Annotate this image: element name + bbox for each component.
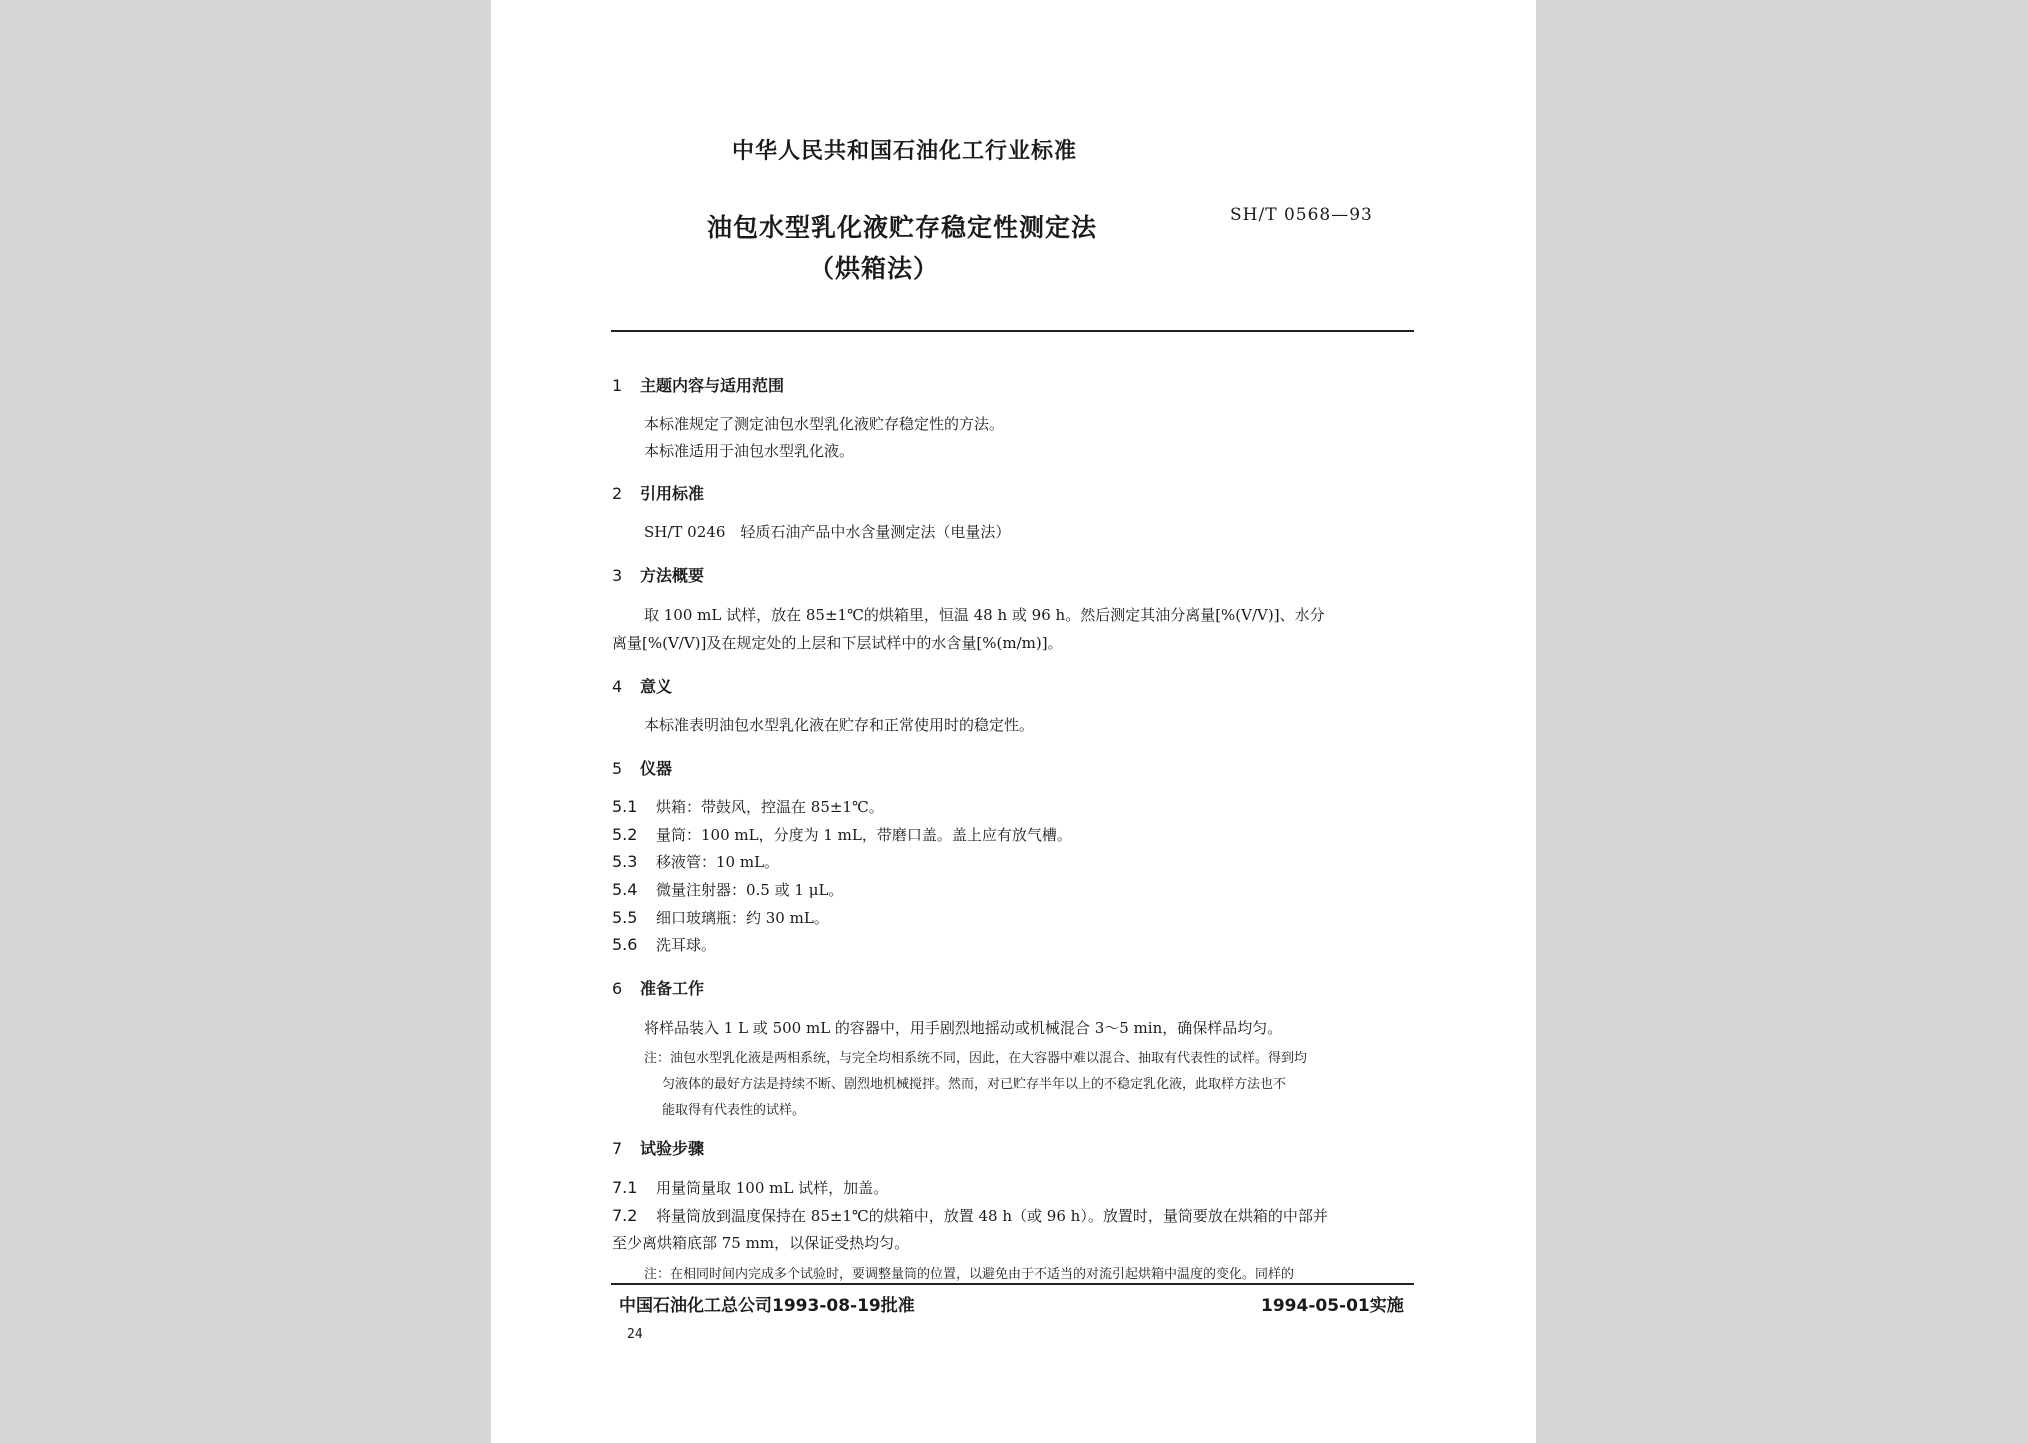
issuing-organization: 中华人民共和国石油化工行业标准 [732,139,1078,164]
section-number: 7 [612,1139,623,1158]
section-4-heading [612,674,672,697]
document-page [491,0,1536,1443]
item-number: 7.1 [612,1178,638,1197]
section-5-heading [612,756,672,779]
section-number: 3 [612,566,623,585]
section-title: 仪器 [640,759,673,778]
section-title: 准备工作 [640,979,705,998]
list-item-continuation: 至少离烘箱底部 75 mm，以保证受热均匀。 [612,1234,910,1252]
item-text: 洗耳球。 [656,936,717,954]
item-text: 将量筒放到温度保持在 85±1℃的烘箱中，放置 48 h（或 96 h）。放置时，量筒要放在烘箱的中部并 [656,1207,1328,1225]
item-number: 5.1 [612,797,638,816]
section-4-paragraph: 本标准表明油包水型乳化液在贮存和正常使用时的稳定性。 [644,716,1035,734]
item-text: 细口玻璃瓶：约 30 mL。 [656,909,829,927]
section-number: 4 [612,677,623,696]
list-item [612,1205,1328,1226]
section-6-note: 注：油包水型乳化液是两相系统，与完全均相系统不同，因此，在大容器中难以混合、抽取有代表性的试样。得到均 [644,1051,1308,1066]
section-6-paragraph: 将样品装入 1 L 或 500 mL 的容器中，用手剧烈地摇动或机械混合 3～5 min，确保样品均匀。 [644,1019,1283,1037]
item-text: 烘箱：带鼓风，控温在 85±1℃。 [656,798,884,816]
list-item [612,851,779,872]
section-1-paragraph: 本标准适用于油包水型乳化液。 [644,442,855,460]
section-7-note: 注：在相同时间内完成多个试验时，要调整量筒的位置，以避免由于不适当的对流引起烘箱中温度的变化。同样的 [644,1267,1295,1282]
section-title: 试验步骤 [640,1139,705,1158]
item-number: 5.5 [612,908,638,927]
implementation-date: 1994-05-01实施 [1261,1296,1404,1316]
standard-title: 油包水型乳化液贮存稳定性测定法 [707,213,1098,242]
item-number: 5.2 [612,825,638,844]
page-number: 24 [627,1327,643,1342]
item-text: 用量筒量取 100 mL 试样，加盖。 [656,1179,889,1197]
section-3-paragraph: 离量[%(V/V)]及在规定处的上层和下层试样中的水含量[%(m/m)]。 [612,634,1063,652]
section-number: 5 [612,759,623,778]
section-title: 主题内容与适用范围 [640,376,785,395]
footer-divider [611,1283,1414,1285]
section-2-heading [612,481,704,504]
header-divider [611,330,1414,332]
section-6-note: 能取得有代表性的试样。 [662,1103,806,1118]
item-text: 量筒：100 mL，分度为 1 mL，带磨口盖。盖上应有放气槽。 [656,826,1072,844]
section-number: 1 [612,376,623,395]
section-7-heading [612,1136,704,1159]
item-text: 微量注射器：0.5 或 1 μL。 [656,881,844,899]
section-3-heading [612,563,704,586]
item-number: 5.4 [612,880,638,899]
section-3-paragraph: 取 100 mL 试样，放在 85±1℃的烘箱里，恒温 48 h 或 96 h。然后测定其油分离量[%(V/V)]、水分 [644,606,1325,624]
section-number: 2 [612,484,623,503]
standard-subtitle: （烘箱法） [809,254,940,283]
section-6-heading [612,976,704,999]
list-item [612,934,716,955]
section-1-heading [612,373,784,396]
list-item [612,824,1072,845]
item-text: 移液管：10 mL。 [656,853,780,871]
standard-code: SH/T 0568—93 [1230,205,1373,225]
section-title: 意义 [640,677,673,696]
section-6-note: 匀液体的最好方法是持续不断、剧烈地机械搅拌。然而，对已贮存半年以上的不稳定乳化液，此取样方法也不 [662,1077,1287,1092]
approval-statement: 中国石油化工总公司1993-08-19批准 [619,1296,915,1316]
section-title: 方法概要 [640,566,705,585]
list-item [612,1177,888,1198]
item-number: 5.6 [612,935,638,954]
section-number: 6 [612,979,623,998]
list-item [612,796,884,817]
item-number: 7.2 [612,1206,638,1225]
item-number: 5.3 [612,852,638,871]
section-1-paragraph: 本标准规定了测定油包水型乳化液贮存稳定性的方法。 [644,415,1005,433]
section-2-paragraph: SH/T 0246 轻质石油产品中水含量测定法（电量法） [644,523,1011,541]
section-title: 引用标准 [640,484,705,503]
list-item [612,907,829,928]
list-item [612,879,843,900]
